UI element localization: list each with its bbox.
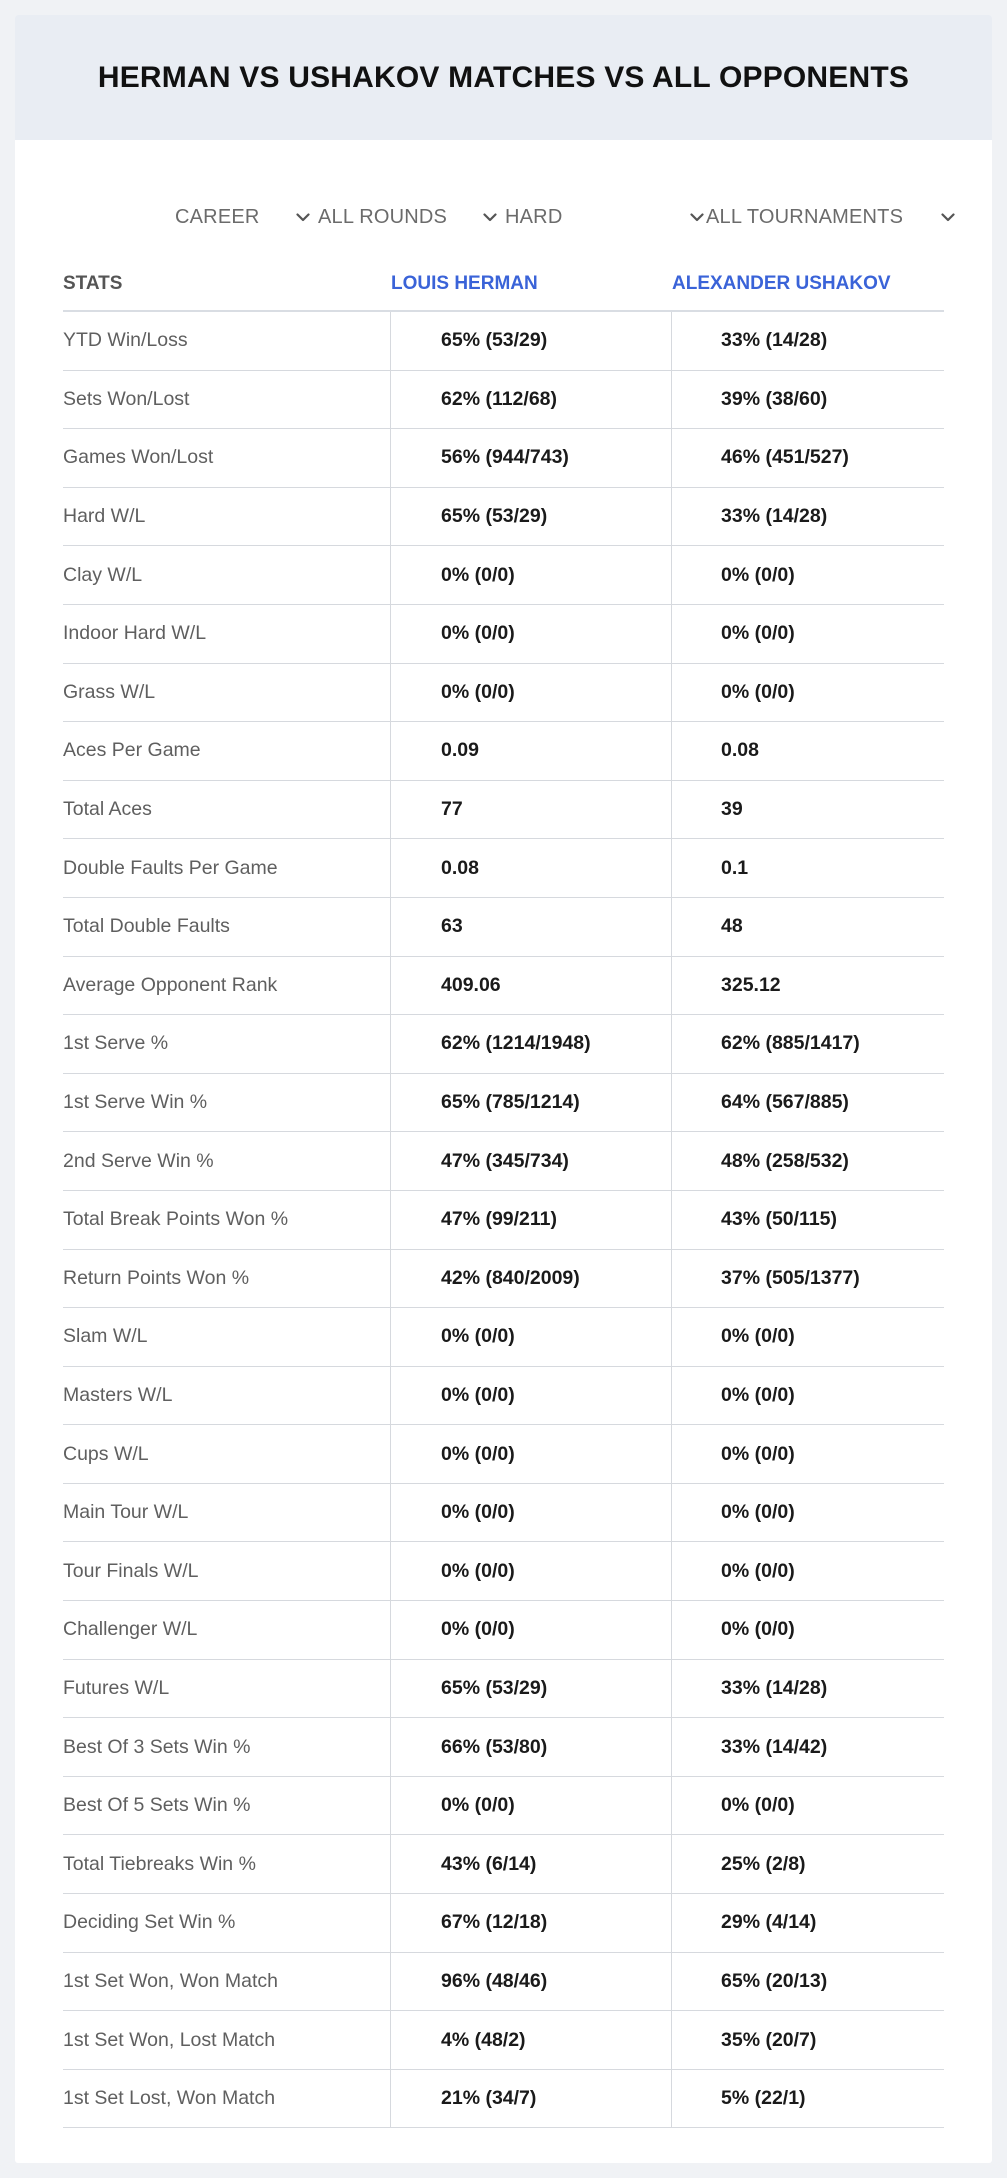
stat-label: 1st Set Won, Lost Match [63,2028,276,2051]
stat-label: Clay W/L [63,563,143,586]
table-row [63,546,944,605]
player1-value: 0% (0/0) [390,1484,672,1542]
player1-value: 47% (99/211) [390,1191,672,1249]
stat-label: Total Break Points Won % [63,1208,289,1231]
player1-value: 0% (0/0) [390,1777,672,1835]
table-row [63,781,944,840]
player2-value: 46% (451/527) [671,429,944,487]
stats-table [63,255,944,2128]
table-row [63,722,944,781]
surface-select[interactable] [505,187,705,247]
player1-value: 56% (944/743) [390,429,672,487]
player1-value: 0% (0/0) [390,1425,672,1483]
player1-value: 0% (0/0) [390,1308,672,1366]
chevron-down-icon [689,209,705,225]
player2-value: 25% (2/8) [671,1835,944,1893]
stat-label: Return Points Won % [63,1266,250,1289]
stat-label: Games Won/Lost [63,446,214,469]
table-header [63,255,944,312]
table-row [63,1953,944,2012]
player1-value: 0% (0/0) [390,546,672,604]
stat-label: 1st Set Won, Won Match [63,1969,278,1992]
stat-label: Average Opponent Rank [63,973,278,996]
player1-value: 65% (53/29) [390,1660,672,1718]
table-row [63,1601,944,1660]
column-header-player1-link[interactable]: LOUIS HERMAN [391,272,538,294]
player1-value: 0% (0/0) [390,1542,672,1600]
player1-value: 65% (785/1214) [390,1074,672,1132]
player2-value: 48 [671,898,944,956]
tournaments-select-value: ALL TOURNAMENTS [706,205,904,228]
player2-value: 0% (0/0) [671,1601,944,1659]
player1-value: 4% (48/2) [390,2011,672,2069]
player2-value: 0% (0/0) [671,664,944,722]
player2-value: 62% (885/1417) [671,1015,944,1073]
player2-value: 29% (4/14) [671,1894,944,1952]
player2-value: 48% (258/532) [671,1132,944,1190]
table-row [63,1015,944,1074]
stat-label: 1st Serve % [63,1032,169,1055]
player2-value: 0% (0/0) [671,1308,944,1366]
surface-select-value: HARD [505,205,563,228]
player2-value: 39% (38/60) [671,371,944,429]
player1-value: 0.08 [390,839,672,897]
table-row [63,429,944,488]
table-row [63,1835,944,1894]
table-row [63,1542,944,1601]
player1-value: 0% (0/0) [390,605,672,663]
player1-value: 65% (53/29) [390,312,672,370]
stat-label: Challenger W/L [63,1618,198,1641]
stat-label: Total Aces [63,798,152,821]
stat-label: Slam W/L [63,1325,148,1348]
player1-value: 0.09 [390,722,672,780]
player2-value: 33% (14/28) [671,1660,944,1718]
player2-value: 33% (14/28) [671,488,944,546]
player2-value: 64% (567/885) [671,1074,944,1132]
stat-label: Sets Won/Lost [63,387,190,410]
table-row [63,839,944,898]
stat-label: Total Double Faults [63,915,230,938]
stat-label: Best Of 5 Sets Win % [63,1794,251,1817]
player1-value: 409.06 [390,957,672,1015]
stat-label: Double Faults Per Game [63,856,278,879]
player2-value: 33% (14/28) [671,312,944,370]
chevron-down-icon [482,209,498,225]
stat-label: YTD Win/Loss [63,329,188,352]
table-row [63,1074,944,1133]
player1-value: 67% (12/18) [390,1894,672,1952]
player2-value: 39 [671,781,944,839]
filter-bar [15,187,992,247]
player2-value: 0% (0/0) [671,605,944,663]
card-header [15,15,992,140]
table-row [63,1308,944,1367]
player2-value: 37% (505/1377) [671,1250,944,1308]
stats-card [15,15,992,2163]
player2-value: 0% (0/0) [671,1777,944,1835]
table-row [63,488,944,547]
column-header-stats: STATS [63,272,123,294]
stat-label: Indoor Hard W/L [63,622,207,645]
stat-label: Tour Finals W/L [63,1559,199,1582]
player1-value: 63 [390,898,672,956]
tournaments-select[interactable] [706,187,956,247]
player1-value: 47% (345/734) [390,1132,672,1190]
chevron-down-icon [295,209,311,225]
stat-label: Futures W/L [63,1676,170,1699]
page-title: HERMAN VS USHAKOV MATCHES VS ALL OPPONENTS [97,60,910,94]
stat-label: Grass W/L [63,680,156,703]
player2-value: 0.08 [671,722,944,780]
player1-value: 42% (840/2009) [390,1250,672,1308]
table-row [63,1484,944,1543]
rounds-select[interactable] [318,187,498,247]
table-row [63,2011,944,2070]
table-row [63,371,944,430]
player1-value: 0% (0/0) [390,664,672,722]
table-row [63,1132,944,1191]
player1-value: 62% (1214/1948) [390,1015,672,1073]
table-row [63,664,944,723]
table-row [63,1718,944,1777]
player1-value: 96% (48/46) [390,1953,672,2011]
table-row [63,605,944,664]
player2-value: 65% (20/13) [671,1953,944,2011]
player1-value: 62% (112/68) [390,371,672,429]
stat-label: Total Tiebreaks Win % [63,1852,256,1875]
player2-value: 43% (50/115) [671,1191,944,1249]
stat-label: Masters W/L [63,1383,173,1406]
player2-value: 0% (0/0) [671,546,944,604]
stat-label: 2nd Serve Win % [63,1149,214,1172]
stat-label: Cups W/L [63,1442,149,1465]
stat-label: Best Of 3 Sets Win % [63,1735,251,1758]
table-row [63,1191,944,1250]
period-select-value: CAREER [175,205,260,228]
chevron-down-icon [940,209,956,225]
player2-value: 0% (0/0) [671,1367,944,1425]
player1-value: 0% (0/0) [390,1367,672,1425]
table-row [63,898,944,957]
player2-value: 325.12 [671,957,944,1015]
player1-value: 77 [390,781,672,839]
table-row [63,1660,944,1719]
column-header-player2-link[interactable]: ALEXANDER USHAKOV [672,272,891,294]
player1-value: 21% (34/7) [390,2070,672,2128]
player2-value: 5% (22/1) [671,2070,944,2128]
table-row [63,1367,944,1426]
stat-label: 1st Set Lost, Won Match [63,2087,276,2110]
table-row [63,957,944,1016]
stat-label: Deciding Set Win % [63,1911,236,1934]
player2-value: 35% (20/7) [671,2011,944,2069]
table-row [63,1894,944,1953]
stat-label: Main Tour W/L [63,1501,189,1524]
table-row [63,312,944,371]
stat-label: 1st Serve Win % [63,1091,208,1114]
table-row [63,1250,944,1309]
stat-label: Hard W/L [63,505,146,528]
table-row [63,2070,944,2129]
player2-value: 0% (0/0) [671,1425,944,1483]
stat-label: Aces Per Game [63,739,201,762]
table-row [63,1425,944,1484]
rounds-select-value: ALL ROUNDS [318,205,448,228]
player2-value: 0.1 [671,839,944,897]
period-select[interactable] [175,187,311,247]
player2-value: 33% (14/42) [671,1718,944,1776]
player1-value: 65% (53/29) [390,488,672,546]
player1-value: 43% (6/14) [390,1835,672,1893]
player2-value: 0% (0/0) [671,1484,944,1542]
player1-value: 66% (53/80) [390,1718,672,1776]
player2-value: 0% (0/0) [671,1542,944,1600]
player1-value: 0% (0/0) [390,1601,672,1659]
table-row [63,1777,944,1836]
table-body [63,312,944,2128]
